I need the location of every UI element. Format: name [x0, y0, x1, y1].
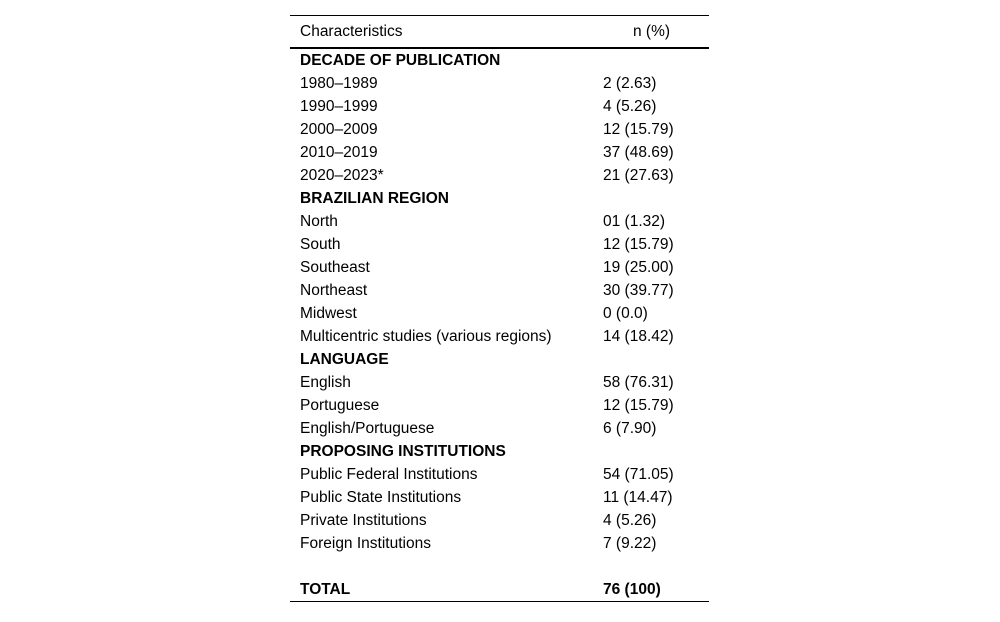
- table-row: [290, 463, 709, 486]
- section-title: LANGUAGE: [300, 351, 389, 368]
- row-value: 11 (14.47): [603, 489, 673, 506]
- row-value: 58 (76.31): [603, 374, 674, 391]
- row-label: North: [300, 213, 338, 230]
- row-label: South: [300, 236, 341, 253]
- row-label: 1990–1999: [300, 98, 378, 115]
- table-row: [290, 371, 709, 394]
- characteristics-table: [290, 15, 709, 602]
- section-row-decade: [290, 48, 709, 72]
- header-characteristics: Characteristics: [290, 16, 603, 49]
- row-label: Southeast: [300, 259, 370, 276]
- row-value: 4 (5.26): [603, 98, 657, 115]
- row-value: 2 (2.63): [603, 75, 657, 92]
- row-value: 4 (5.26): [603, 512, 657, 529]
- section-title: BRAZILIAN REGION: [300, 190, 449, 207]
- table-row: [290, 486, 709, 509]
- row-label: 2000–2009: [300, 121, 378, 138]
- row-label: Midwest: [300, 305, 357, 322]
- table-row: [290, 417, 709, 440]
- spacer-row: [290, 555, 709, 578]
- total-value: 76 (100): [603, 578, 709, 602]
- row-value: 30 (39.77): [603, 282, 674, 299]
- table-row: [290, 509, 709, 532]
- section-row-region: [290, 187, 709, 210]
- header-row: [290, 16, 709, 49]
- row-label: Public State Institutions: [300, 489, 462, 506]
- row-value: 12 (15.79): [603, 397, 674, 414]
- row-label: Private Institutions: [300, 512, 427, 529]
- table-row: [290, 279, 709, 302]
- table-row: [290, 325, 709, 348]
- row-value: 7 (9.22): [603, 535, 657, 552]
- row-value: 37 (48.69): [603, 144, 674, 161]
- section-title: DECADE OF PUBLICATION: [300, 52, 501, 69]
- row-label: English: [300, 374, 351, 391]
- row-label: English/Portuguese: [300, 420, 435, 437]
- row-label: Portuguese: [300, 397, 380, 414]
- row-value: 14 (18.42): [603, 328, 674, 345]
- header-n-percent: n (%): [603, 16, 709, 49]
- section-row-language: [290, 348, 709, 371]
- row-label: Multicentric studies (various regions): [300, 328, 552, 345]
- row-label: 2010–2019: [300, 144, 378, 161]
- table-row: [290, 164, 709, 187]
- table-row: [290, 256, 709, 279]
- table-row: [290, 118, 709, 141]
- section-title: PROPOSING INSTITUTIONS: [300, 443, 506, 460]
- table-row: [290, 72, 709, 95]
- row-value: 01 (1.32): [603, 213, 666, 230]
- row-label: 1980–1989: [300, 75, 378, 92]
- row-label: Foreign Institutions: [300, 535, 431, 552]
- spacer-cell: [290, 555, 709, 578]
- row-value: 6 (7.90): [603, 420, 657, 437]
- table-row: [290, 210, 709, 233]
- row-label: Northeast: [300, 282, 368, 299]
- total-row: [290, 578, 709, 602]
- row-value: 54 (71.05): [603, 466, 674, 483]
- row-label: Public Federal Institutions: [300, 466, 478, 483]
- row-value: 12 (15.79): [603, 236, 674, 253]
- table-row: [290, 233, 709, 256]
- row-value: 19 (25.00): [603, 259, 674, 276]
- row-value: 12 (15.79): [603, 121, 674, 138]
- row-label: 2020–2023*: [300, 167, 384, 184]
- total-label: TOTAL: [290, 578, 603, 602]
- table-row: [290, 302, 709, 325]
- table-row: [290, 141, 709, 164]
- table-row: [290, 394, 709, 417]
- section-row-institutions: [290, 440, 709, 463]
- table-row: [290, 95, 709, 118]
- row-value: 21 (27.63): [603, 167, 674, 184]
- table-row: [290, 532, 709, 555]
- table-body: [290, 48, 709, 602]
- row-value: 0 (0.0): [603, 305, 648, 322]
- table-header: [290, 16, 709, 49]
